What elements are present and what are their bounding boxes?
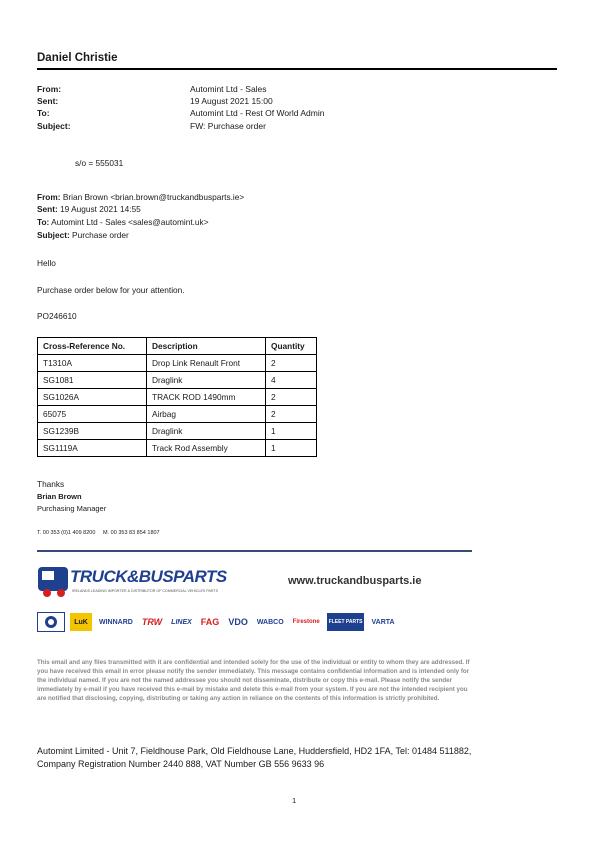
sent-value: 19 August 2021 15:00 <box>190 96 273 106</box>
cell-description: TRACK ROD 1490mm <box>147 389 266 406</box>
subject-label: Subject: <box>37 121 71 131</box>
sent-label: Sent: <box>37 96 59 106</box>
table-row <box>38 440 317 457</box>
cell-description: Draglink <box>147 372 266 389</box>
from-label: From: <box>37 84 62 94</box>
cell-crossref: 65075 <box>38 406 147 423</box>
logo-tagline: IRELANDS LEADING IMPORTER & DISTRIBUTOR OF COMMERCIAL VEHICLES PARTS <box>72 589 218 593</box>
fwd-subject-row <box>37 230 129 240</box>
brand-winnard: WINNARD <box>99 618 133 626</box>
brand-linex: LINEX <box>171 618 192 626</box>
cell-quantity: 1 <box>266 423 317 440</box>
table-row <box>38 372 317 389</box>
footer-address: Automint Limited - Unit 7, Fieldhouse Park, Old Fieldhouse Lane, Huddersfield, HD2 1FA, Tel: 01484 511882, <box>37 746 472 756</box>
logo-text: TRUCK&BUSPARTS <box>70 567 227 586</box>
fwd-to-row <box>37 217 209 227</box>
col-header-description: Description <box>147 338 266 355</box>
cell-crossref: SG1081 <box>38 372 147 389</box>
table-header-row <box>38 338 317 355</box>
to-label: To: <box>37 108 50 118</box>
website-link[interactable]: www.truckandbusparts.ie <box>288 575 422 587</box>
thanks-text: Thanks <box>37 479 65 489</box>
col-header-quantity: Quantity <box>266 338 317 355</box>
po-number: PO246610 <box>37 311 77 321</box>
cell-quantity: 1 <box>266 440 317 457</box>
brand-badge-icon <box>37 612 65 632</box>
table-row <box>38 355 317 372</box>
header-sent-row <box>37 96 557 108</box>
cell-quantity: 2 <box>266 355 317 372</box>
brand-luk: LuK <box>70 613 92 631</box>
fwd-sent-label: Sent: <box>37 204 58 214</box>
intro-text: Purchase order below for your attention. <box>37 285 185 295</box>
cell-quantity: 4 <box>266 372 317 389</box>
from-value: Automint Ltd - Sales <box>190 84 267 94</box>
cell-description: Track Rod Assembly <box>147 440 266 457</box>
signature-title: Purchasing Manager <box>37 504 107 513</box>
header-from-row <box>37 84 557 96</box>
header-to-row <box>37 108 557 120</box>
so-note: s/o = 555031 <box>75 158 124 168</box>
fwd-subject-label: Subject: <box>37 230 70 240</box>
sender-name: Daniel Christie <box>37 52 118 64</box>
truck-bus-parts-logo <box>38 563 227 603</box>
greeting: Hello <box>37 258 56 268</box>
brand-trw: TRW <box>141 617 163 627</box>
header-subject-row <box>37 121 557 133</box>
table-row <box>38 423 317 440</box>
brand-strip <box>37 610 472 634</box>
col-header-crossref: Cross-Reference No. <box>38 338 147 355</box>
cell-crossref: SG1119A <box>38 440 147 457</box>
company-footer <box>37 745 557 770</box>
brand-fag: FAG <box>200 617 220 627</box>
fwd-from-value[interactable]: Brian Brown <brian.brown@truckandbusparts.ie> <box>62 192 245 202</box>
fwd-sent-row <box>37 204 141 214</box>
to-value: Automint Ltd - Rest Of World Admin <box>190 108 325 118</box>
fwd-subject-value: Purchase order <box>72 230 129 240</box>
subject-value: FW: Purchase order <box>190 121 266 131</box>
purchase-order-table <box>37 337 317 457</box>
fwd-to-value[interactable]: Automint Ltd - Sales <sales@automint.uk> <box>51 217 209 227</box>
brand-firestone: Firestone <box>292 619 320 625</box>
fwd-from-label: From: <box>37 192 61 202</box>
table-row <box>38 389 317 406</box>
signature-divider <box>37 550 472 552</box>
cell-quantity: 2 <box>266 389 317 406</box>
cell-description: Drop Link Renault Front <box>147 355 266 372</box>
brand-fleet-parts: FLEET PARTS <box>327 613 365 631</box>
confidentiality-disclaimer: This email and any files transmitted with it are confidential and intended solely for the use of the individual or entity to whom they are addressed. If you have received this email in error please notify the sender immediately. This message contains confidential information and is intended only for the individual named. If you are not the named addressee you should not disseminate, distribute or copy this e-mail. Please notify the sender immediately by e-mail if you have received this e-mail by mistake and delete this e-mail from your system. If you are not the intended recipient you are notified that disclosing, copying, distributing or taking any action in reliance on the contents of this information is strictly prohibited. <box>37 659 470 702</box>
table-row <box>38 406 317 423</box>
brand-vdo: VDO <box>228 617 248 627</box>
signature-name: Brian Brown <box>37 492 82 501</box>
cell-crossref: SG1239B <box>38 423 147 440</box>
fwd-from-row <box>37 192 244 202</box>
header-rule <box>37 68 557 70</box>
cell-crossref: T1310A <box>38 355 147 372</box>
brand-wabco: WABCO <box>256 618 284 626</box>
brand-varta: VARTA <box>371 618 395 626</box>
fwd-sent-value: 19 August 2021 14:55 <box>60 204 141 214</box>
page-number: 1 <box>292 796 297 805</box>
cell-description: Draglink <box>147 423 266 440</box>
signature-phones: T. 00 353 (0)1 409 8200 M. 00 353 83 854 1807 <box>37 530 160 536</box>
cell-description: Airbag <box>147 406 266 423</box>
cell-crossref: SG1026A <box>38 389 147 406</box>
footer-registration: Company Registration Number 2440 888, VAT Number GB 556 9633 96 <box>37 758 325 769</box>
cell-quantity: 2 <box>266 406 317 423</box>
fwd-to-label: To: <box>37 217 50 227</box>
